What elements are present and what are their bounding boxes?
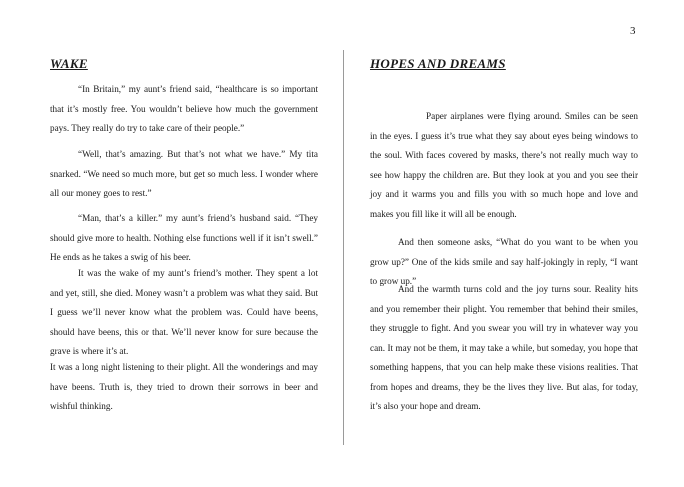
left-paragraph-3: “Man, that’s a killer.” my aunt’s friend’s husband said. “They should give more to health. Nothing else functions well if it isn’t swell.” He ends as he takes a swig of his beer. [50, 213, 318, 262]
right-paragraph-3: And the warmth turns cold and the joy turns sour. Reality hits and you remember their plight. You remember that behind their smiles, they struggle to fight. And you swear you will try in whatever way you can. It may not be them, it may take a while, but someday, you hope that something happens, that you can help make these visions realities. That from hopes and dreams, they be the lives they live. But alas, for today, it’s also your hope and dream. [370, 284, 638, 411]
column-divider [343, 50, 344, 445]
right-paragraph-1: Paper airplanes were flying around. Smiles can be seen in the eyes. I guess it’s true what they say about eyes being windows to the soul. With faces covered by masks, there’s not really much way to see how happy the children are. But they look at you and you see their joy and it warms you and fills you with so much hope and love and makes you fill like it will all be enough. [370, 111, 638, 219]
left-paragraph-5: It was a long night listening to their plight. All the wonderings and may have beens. Truth is, they tried to drown their sorrows in beer and wishful thinking. [50, 362, 318, 411]
left-paragraph-1: “In Britain,” my aunt’s friend said, “healthcare is so important that it’s mostly free. You wouldn’t believe how much the government pays. They really do try to take care of their people.” [50, 84, 318, 133]
left-title: WAKE [50, 56, 88, 71]
left-paragraph-4: It was the wake of my aunt’s friend’s mother. They spent a lot and yet, still, she died. Money wasn’t a problem was what they said. But I guess we’ll never know what the problem was. Could have beens, should have beens, this or that. We’ll never know for sure because the grave is where it’s at. [50, 268, 318, 356]
right-title: HOPES AND DREAMS [370, 56, 506, 71]
right-paragraph-2: And then someone asks, “What do you want to be when you grow up?” One of the kids smile and say half-jokingly in reply, “I want to grow up.” [370, 237, 638, 286]
page-number: 3 [630, 25, 636, 37]
left-paragraph-2: “Well, that’s amazing. But that’s not what we have.” My tita snarked. “We need so much more, but get so much less. I wonder where all our money goes to rest.” [50, 149, 318, 198]
